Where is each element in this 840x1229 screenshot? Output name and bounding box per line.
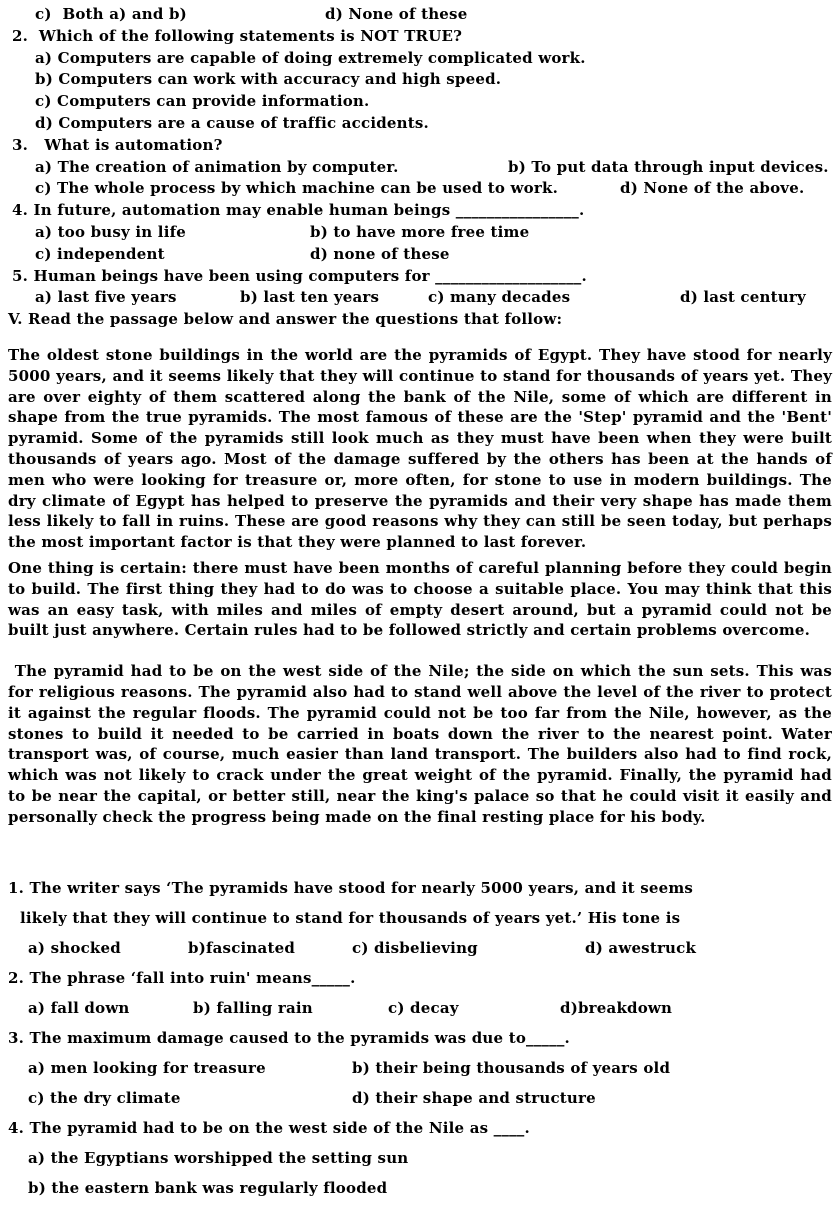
option-row xyxy=(8,1083,832,1113)
option: c) independent xyxy=(35,244,165,263)
option: d) None of the above. xyxy=(620,179,805,198)
option-row xyxy=(8,244,832,266)
option: b)fascinated xyxy=(188,939,296,958)
reading-passage xyxy=(8,345,838,828)
option: d) None of these xyxy=(325,5,468,23)
option-row xyxy=(8,287,832,309)
passage-paragraph: The pyramid had to be on the west side of the Nile; the side on which the sun sets. This was for religious reasons. The pyramid also had to stand well above the level of the river to protect it against the regular floods. The pyramid could not be too far from the Nile, however, as the stones to build it needed to be carried in boats down the river to the nearest point. Water transport was, of course, much easier than land transport. The builders also had to find rock, which was not likely to crack under the great weight of the pyramid. Finally, the pyramid had to be near the capital, or better still, near the king's palace so that he could visit it easily and personally check the progress being made on the final resting place for his body. xyxy=(8,662,838,826)
option: b) to have more free time xyxy=(310,222,530,241)
option: c) Computers can provide information. xyxy=(35,92,370,111)
option-row xyxy=(8,1053,832,1083)
question-text: 3. The maximum damage caused to the pyramids was due to_____. xyxy=(8,1029,570,1048)
option: b) their being thousands of years old xyxy=(352,1059,671,1078)
option: c) the dry climate xyxy=(28,1089,181,1108)
section-heading: V. Read the passage below and answer the questions that follow: xyxy=(8,310,563,329)
question-text: 5. Human beings have been using computers for ___________________. xyxy=(12,266,587,285)
passage-paragraph: One thing is certain: there must have been months of careful planning before they could begin to build. The first thing they had to do was to choose a suitable place. You may think that this was an easy task, with miles and miles of empty desert around, but a pyramid could not be built just anywhere. Certain rules had to be followed strictly and certain problems overcome. xyxy=(8,558,838,640)
option: a) fall down xyxy=(28,999,130,1018)
option-row xyxy=(8,222,832,244)
option: b) last ten years xyxy=(240,288,380,307)
option: d) last century xyxy=(680,288,806,307)
option: a) Computers are capable of doing extremely complicated work. xyxy=(35,48,586,67)
option: a) shocked xyxy=(28,939,121,958)
comprehension-questions xyxy=(8,873,832,1203)
option: a) The creation of animation by computer. xyxy=(35,157,399,176)
option: d) Computers are a cause of traffic accidents. xyxy=(35,113,429,132)
question-text: 4. The pyramid had to be on the west side of the Nile as ____. xyxy=(8,1119,530,1138)
option-row xyxy=(8,4,832,26)
option: c) many decades xyxy=(428,288,571,307)
option: d) none of these xyxy=(310,244,450,263)
option-row xyxy=(8,157,832,179)
option-row xyxy=(8,178,832,200)
option: d) awestruck xyxy=(585,939,697,958)
option: c) disbelieving xyxy=(352,939,478,958)
option: c) The whole process by which machine can be used to work. xyxy=(35,179,558,198)
question-text: 4. In future, automation may enable human beings ________________. xyxy=(12,201,585,220)
question-text: 2. The phrase ‘fall into ruin' means_____. xyxy=(8,969,356,988)
option-row xyxy=(8,933,832,963)
option: a) men looking for treasure xyxy=(28,1059,266,1078)
question-text: 1. The writer says ‘The pyramids have stood for nearly 5000 years, and it seems xyxy=(8,879,694,898)
option: c) Both a) and b) xyxy=(35,5,187,23)
option: b) the eastern bank was regularly flooded xyxy=(28,1179,388,1198)
question-text: 2. Which of the following statements is NOT TRUE? xyxy=(12,26,463,45)
option: a) too busy in life xyxy=(35,222,186,241)
option: b) To put data through input devices. xyxy=(508,157,829,176)
option: d)breakdown xyxy=(560,999,673,1018)
mcq-section xyxy=(8,4,832,331)
option: a) last five years xyxy=(35,288,177,307)
question-text-continued: likely that they will continue to stand for thousands of years yet.’ His tone is xyxy=(20,909,681,928)
option-row xyxy=(8,993,832,1023)
option: a) the Egyptians worshipped the setting sun xyxy=(28,1149,409,1168)
passage-paragraph: The oldest stone buildings in the world are the pyramids of Egypt. They have stood for nearly 5000 years, and it seems likely that they will continue to stand for thousands of years yet. They are over eighty of them scattered along the bank of the Nile, some of which are different in shape from the true pyramids. The most famous of these are the 'Step' pyramid and the 'Bent' pyramid. Some of the pyramids still look much as they must have been when they were built thousands of years ago. Most of the damage suffered by the others has been at the hands of men who were looking for treasure or, more often, for stone to use in modern buildings. The dry climate of Egypt has helped to preserve the pyramids and their very shape has made them less likely to fall in ruins. These are good reasons why they can still be seen today, but perhaps the most important factor is that they were planned to last forever. xyxy=(8,345,838,552)
option: c) decay xyxy=(388,999,459,1018)
option: b) Computers can work with accuracy and high speed. xyxy=(35,70,502,89)
question-text: 3. What is automation? xyxy=(12,135,223,154)
option: d) their shape and structure xyxy=(352,1089,596,1108)
option: b) falling rain xyxy=(193,999,313,1018)
